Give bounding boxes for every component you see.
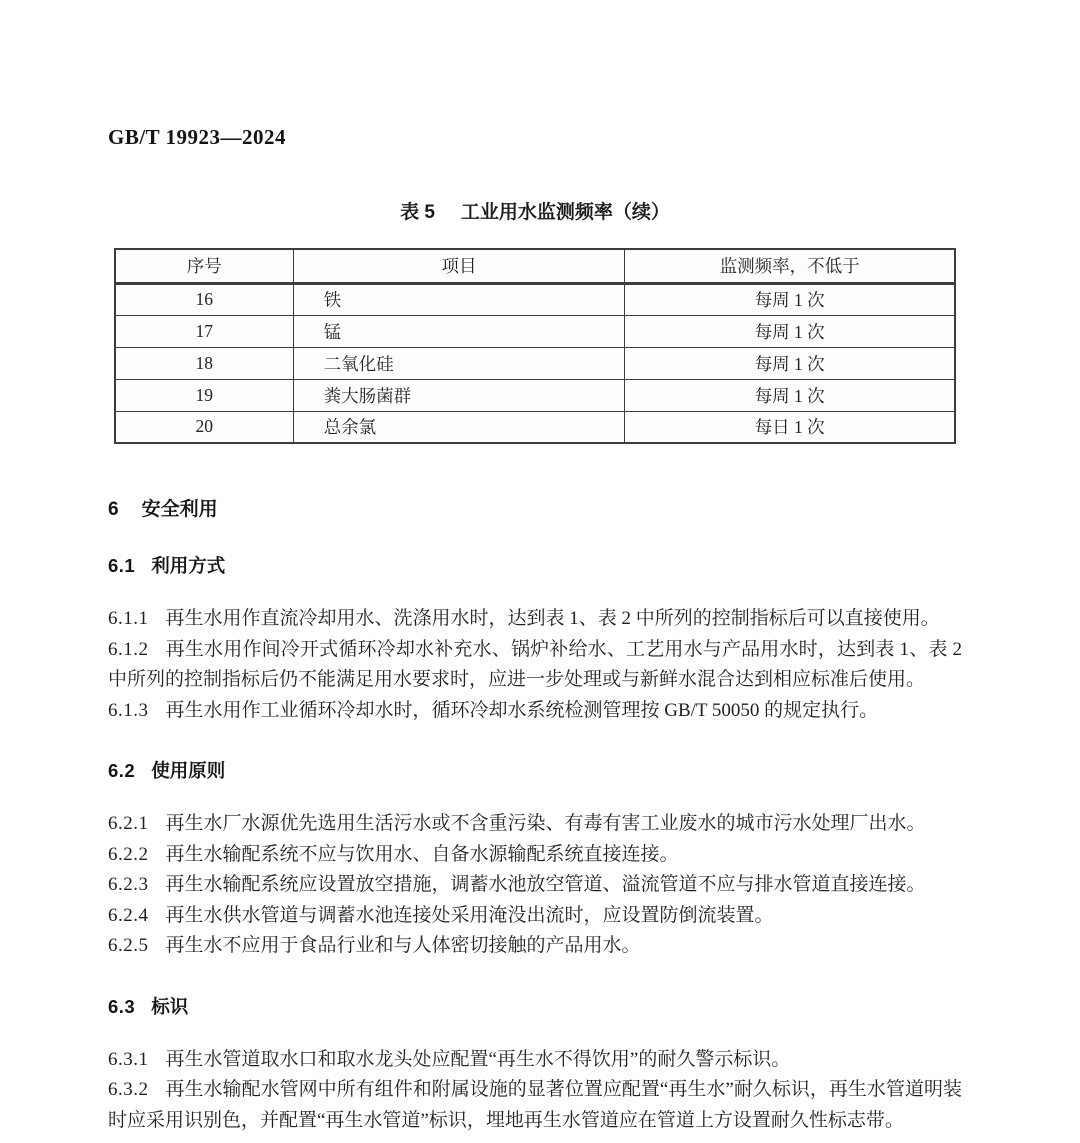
clause-6-2-5 bbox=[108, 931, 962, 962]
clause-6-2-2 bbox=[108, 840, 962, 871]
clause-number: 6.3.2 bbox=[108, 1079, 149, 1100]
clause-text: 再生水供水管道与调蓄水池连接处采用淹没出流时，应设置防倒流装置。 bbox=[165, 904, 774, 926]
clause-text: 再生水厂水源优先选用生活污水或不含重污染、有毒有害工业废水的城市污水处理厂出水。 bbox=[165, 813, 926, 834]
clause-6-1-2 bbox=[108, 635, 962, 696]
clause-number: 6.2.2 bbox=[108, 843, 149, 865]
section-heading-6-2 bbox=[108, 757, 962, 783]
cell-item: 总余氯 bbox=[293, 411, 625, 443]
cell-freq: 每周 1 次 bbox=[625, 347, 955, 379]
table-row bbox=[115, 347, 955, 379]
clause-number: 6.2.3 bbox=[108, 874, 149, 895]
table-caption bbox=[108, 197, 962, 224]
section-number: 6.1 bbox=[108, 555, 136, 576]
clause-number: 6.2.1 bbox=[108, 813, 149, 834]
cell-freq: 每日 1 次 bbox=[625, 411, 955, 443]
column-header-no: 序号 bbox=[115, 249, 293, 283]
clause-text: 再生水用作工业循环冷却水时，循环冷却水系统检测管理按 GB/T 50050 的规定执行。 bbox=[165, 699, 879, 721]
cell-freq: 每周 1 次 bbox=[625, 379, 955, 411]
clause-6-2-3 bbox=[108, 870, 962, 901]
table-row bbox=[115, 283, 955, 315]
cell-no: 17 bbox=[115, 315, 293, 347]
cell-no: 16 bbox=[115, 283, 293, 315]
clause-6-2-4 bbox=[108, 901, 962, 932]
clause-number: 6.3.1 bbox=[108, 1048, 149, 1070]
clause-number: 6.1.3 bbox=[108, 699, 149, 721]
section-heading-6-3 bbox=[108, 993, 962, 1019]
clause-6-1-1 bbox=[108, 604, 962, 635]
cell-item: 粪大肠菌群 bbox=[293, 379, 625, 411]
section-title: 安全利用 bbox=[141, 499, 218, 520]
section-number: 6.2 bbox=[108, 760, 136, 781]
cell-no: 18 bbox=[115, 347, 293, 379]
clause-text: 再生水用作间冷开式循环冷却水补充水、锅炉补给水、工艺用水与产品用水时，达到表 1、表 2 中所列的控制指标后仍不能满足用水要求时，应进一步处理或与新鲜水混合达到相应标准后使用。 bbox=[108, 638, 962, 690]
section-number: 6.3 bbox=[108, 995, 136, 1017]
section-number: 6 bbox=[108, 499, 120, 520]
clause-number: 6.1.2 bbox=[108, 638, 149, 660]
clause-6-3-2 bbox=[108, 1075, 962, 1136]
table-row bbox=[115, 411, 955, 443]
cell-item: 锰 bbox=[293, 315, 625, 347]
clause-text: 再生水不应用于食品行业和与人体密切接触的产品用水。 bbox=[165, 935, 641, 956]
cell-no: 20 bbox=[115, 411, 293, 443]
table-row bbox=[115, 379, 955, 411]
clause-number: 6.2.4 bbox=[108, 904, 149, 926]
section-title: 使用原则 bbox=[151, 760, 226, 781]
cell-item: 铁 bbox=[293, 283, 625, 315]
table-caption-text: 工业用水监测频率（续） bbox=[460, 202, 670, 223]
clause-text: 再生水输配系统应设置放空措施，调蓄水池放空管道、溢流管道不应与排水管道直接连接。 bbox=[165, 874, 926, 895]
section-title: 标识 bbox=[151, 995, 189, 1017]
cell-item: 二氧化硅 bbox=[293, 347, 625, 379]
section-heading-6 bbox=[108, 494, 962, 521]
clause-text: 再生水管道取水口和取水龙头处应配置“再生水不得饮用”的耐久警示标识。 bbox=[165, 1048, 791, 1070]
clause-text: 再生水用作直流冷却用水、洗涤用水时，达到表 1、表 2 中所列的控制指标后可以直接使用。 bbox=[165, 608, 940, 629]
column-header-item: 项目 bbox=[293, 249, 625, 283]
monitoring-frequency-table bbox=[114, 248, 956, 444]
table-caption-number: 表 5 bbox=[400, 202, 435, 223]
clause-6-1-3 bbox=[108, 696, 962, 727]
clause-6-2-1 bbox=[108, 809, 962, 840]
cell-no: 19 bbox=[115, 379, 293, 411]
column-header-freq: 监测频率，不低于 bbox=[625, 249, 955, 283]
table-header-row bbox=[115, 249, 955, 283]
clause-text: 再生水输配系统不应与饮用水、自备水源输配系统直接连接。 bbox=[165, 843, 679, 865]
section-title: 利用方式 bbox=[151, 555, 226, 576]
clause-text: 再生水输配水管网中所有组件和附属设施的显著位置应配置“再生水”耐久标识，再生水管道明装时应采用识别色，并配置“再生水管道”标识，埋地再生水管道应在管道上方设置耐久性标志带。 bbox=[108, 1079, 962, 1131]
clause-number: 6.2.5 bbox=[108, 935, 149, 956]
cell-freq: 每周 1 次 bbox=[625, 283, 955, 315]
table-row bbox=[115, 315, 955, 347]
clause-number: 6.1.1 bbox=[108, 608, 149, 629]
clause-6-3-1 bbox=[108, 1045, 962, 1076]
section-heading-6-1 bbox=[108, 552, 962, 578]
standard-number: GB/T 19923—2024 bbox=[108, 125, 287, 149]
cell-freq: 每周 1 次 bbox=[625, 315, 955, 347]
